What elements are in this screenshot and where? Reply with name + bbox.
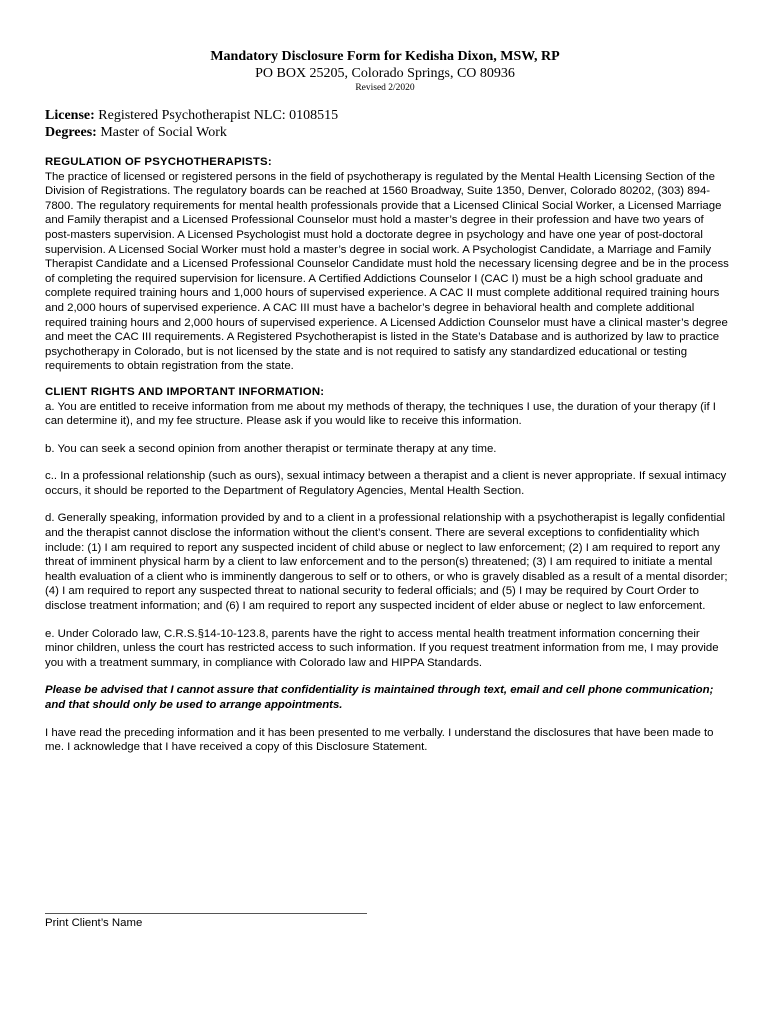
revision-date: Revised 2/2020 [355, 83, 415, 93]
client-rights-item-b: b. You can seek a second opinion from another therapist or terminate therapy at any time. [45, 442, 497, 455]
client-name-signature-block [45, 903, 367, 929]
document-header [0, 48, 770, 95]
regulation-paragraph: The practice of licensed or registered persons in the field of psychotherapy is regulated by the Mental Health Licensing Section of the Division of Registrations. The regulatory boards can be reached at 1560 Broadway, Suite 1350, Denver, Colorado 80202, (303) 894-7800. The regulatory requirements for mental health professionals provide that a Licensed Clinical Social Worker, a Licensed Marriage and Family therapist and a Licensed Professional Counselor must hold a master’s degree in their profession and have two years of post-masters supervision. A Licensed Psychologist must hold a doctorate degree in psychology and have one year of post-doctoral supervision. A Licensed Social Worker must hold a master’s degree in social work. A Psychologist Candidate, a Marriage and Family Therapist Candidate and a Licensed Professional Counselor Candidate must hold the necessary licensing degree and be in the process of completing the required supervision for licensure. A Certified Addictions Counselor I (CAC I) must be a high school graduate and complete required training hours and 1,000 hours of supervised experience. A CAC II must complete additional required training hours and 2,000 hours of supervised experience. A CAC III must have a bachelor’s degree in behavioral health and complete additional required training hours and 2,000 hours of supervised experience. A Licensed Addiction Counselor must have a clinical master’s degree and meet the CAC III requirements. A Registered Psychotherapist is listed in the State’s Database and is authorized by law to practice psychotherapy in Colorado, but is not licensed by the state and is not required to satisfy any standardized educational or testing requirements to obtain registration from the state. [45, 170, 729, 373]
client-name-label: Print Client’s Name [45, 917, 143, 929]
degrees-line [45, 124, 338, 141]
credentials-block [45, 107, 338, 141]
client-rights-item-e: e. Under Colorado law, C.R.S.§14-10-123.8, parents have the right to access mental health treatment information concerning their minor children, unless the court has restricted access to such information. If you request treatment information from me, I may provide you with a treatment summary, in compliance with Colorado law and HIPPA Standards. [45, 627, 719, 669]
document-title: Mandatory Disclosure Form for Kedisha Dixon, MSW, RP [210, 49, 560, 64]
document-body [45, 155, 729, 755]
client-name-line[interactable] [45, 903, 367, 914]
regulation-heading: REGULATION OF PSYCHOTHERAPISTS: [45, 156, 272, 168]
client-rights-item-a: a. You are entitled to receive information from me about my methods of therapy, the techniques I use, the duration of your therapy (if I can determine it), and my fee structure. Please ask if you would like to receive this information. [45, 400, 716, 428]
client-rights-item-c: c.. In a professional relationship (such as ours), sexual intimacy between a therapist and a client is never appropriate. If sexual intimacy occurs, it should be reported to the Department of Regulatory Agencies, Mental Health Section. [45, 470, 727, 497]
client-rights-item-d: d. Generally speaking, information provided by and to a client in a professional relationship with a psychotherapist is legally confidential and the therapist cannot disclose the information without the client’s consent. There are several exceptions to confidentiality which include: (1) I am required to report any suspected incident of child abuse or neglect to law enforcement; (2) I am required to report any threat of imminent physical harm by a client to law enforcement and to the person(s) threatened; (3) I am required to initiate a mental health evaluation of a client who is imminently dangerous to self or to others, or who is gravely disabled as a result of a mental disorder; (4) I am required to report any suspected threat to national security to federal officials; and (5) I may be required by Court Order to disclose treatment information; and (6) I am required to report any suspected incident of elder abuse or neglect to law enforcement. [45, 512, 728, 613]
license-line [45, 107, 338, 124]
license-value: Registered Psychotherapist NLC: 0108515 [94, 108, 339, 123]
mailing-address: PO BOX 25205, Colorado Springs, CO 80936 [255, 66, 515, 81]
client-rights-heading: CLIENT RIGHTS AND IMPORTANT INFORMATION: [45, 385, 325, 398]
license-label: License: [45, 108, 95, 123]
confidentiality-advisory: Please be advised that I cannot assure that confidentiality is maintained through text, email and cell phone communication; and that should only be used to arrange appointments. [45, 684, 714, 711]
acknowledgement-statement: I have read the preceding information and it has been presented to me verbally. I understand the disclosures that have been made to me. I acknowledge that I have received a copy of this Disclosure Statement. [45, 726, 714, 754]
degrees-value: Master of Social Work [96, 125, 227, 140]
degrees-label: Degrees: [45, 125, 97, 140]
